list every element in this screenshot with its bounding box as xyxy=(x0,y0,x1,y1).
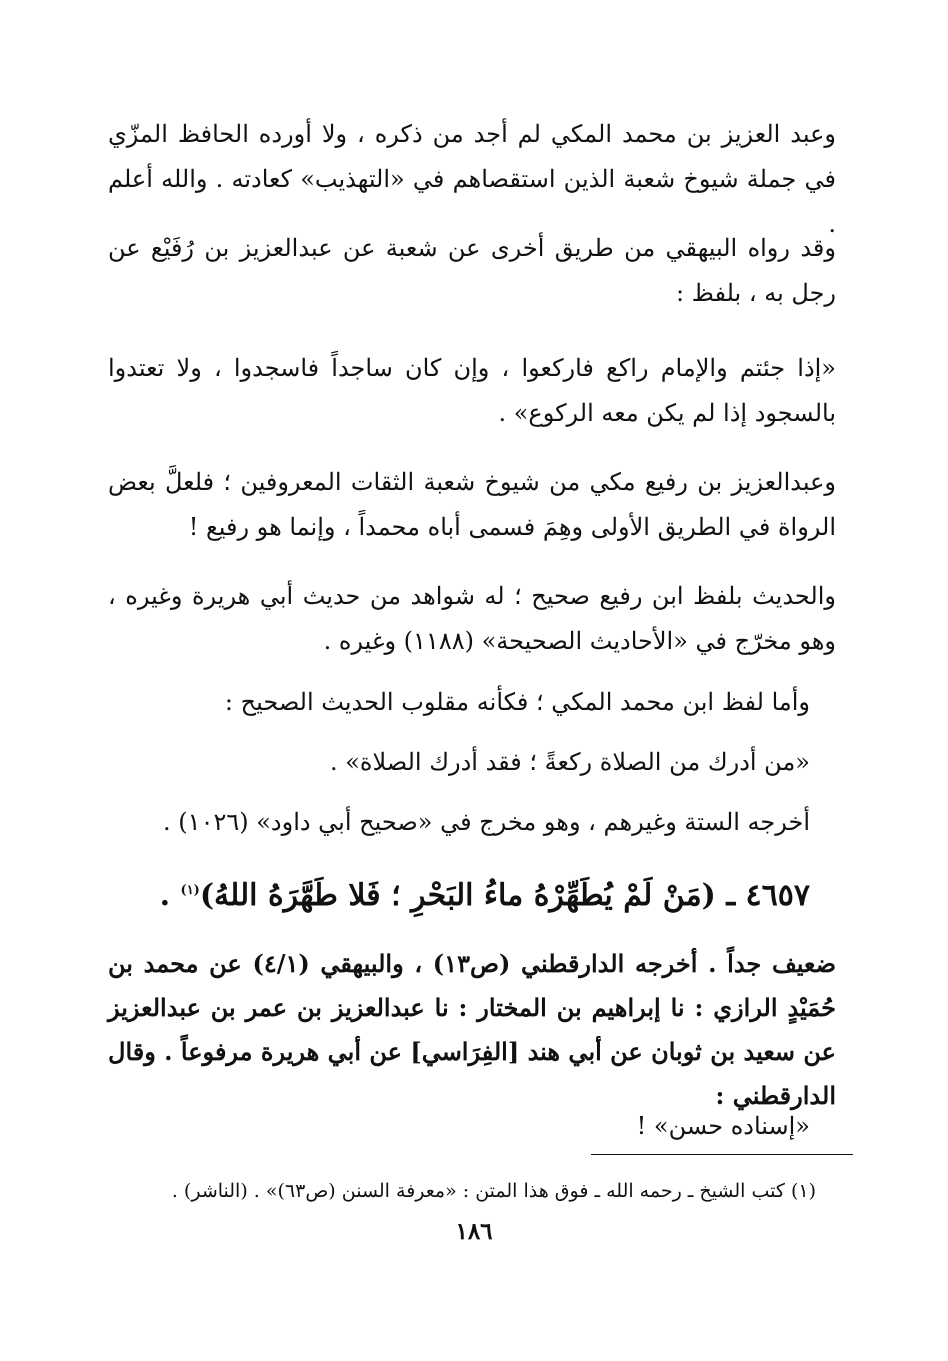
paragraph-5: والحديث بلفظ ابن رفيع صحيح ؛ له شواهد من حديث أبي هريرة وغيره ، وهو مخرّج في «الأحاديث الصحيحة» (١١٨٨) وغيره . xyxy=(108,582,836,655)
paragraph-9: ضعيف جداً . أخرجه الدارقطني (ص١٣) ، والبيهقي (٤/١) عن محمد بن حُمَيْدٍ الرازي : نا إبراهيم بن المختار : نا عبدالعزيز بن عمر بن عبدالعزيز عن سعيد بن ثوبان عن أبي هند [الفِرَاسي] عن أبي هريرة مرفوعاً . وقال الدارقطني : xyxy=(108,949,837,1110)
hadith-tail: . xyxy=(159,878,181,913)
paragraph-4: وعبدالعزيز بن رفيع مكي من شيوخ شعبة الثقات المعروفين ؛ فلعلَّ بعض الرواة في الطريق الأولى وهِمَ فسمى أباه محمداً ، وإنما هو رفيع ! xyxy=(108,468,836,541)
hadith-heading xyxy=(110,868,810,919)
hadith-number: ٤٦٥٧ ـ xyxy=(726,878,810,913)
footnote: (١) كتب الشيخ ـ رحمه الله ـ فوق هذا المتن : «معرفة السنن (ص٦٣)» . (الناشر) . xyxy=(171,1180,816,1202)
paragraph-2: وقد رواه البيهقي من طريق أخرى عن شعبة عن عبدالعزيز بن رُفَيْع عن رجل به ، بلفظ : xyxy=(108,234,836,307)
paragraph-3: «إذا جئتم والإمام راكع فاركعوا ، وإن كان ساجداً فاسجدوا ، ولا تعتدوا بالسجود إذا لم يكن معه الركوع» . xyxy=(108,354,836,427)
footnote-divider xyxy=(591,1154,853,1155)
paragraph-1: وعبد العزيز بن محمد المكي لم أجد من ذكره ، ولا أورده الحافظ المزّي في جملة شيوخ شعبة الذين استقصاهم في «التهذيب» كعادته . والله أعلم . xyxy=(108,120,836,238)
paragraph-7: «من أدرك من الصلاة ركعةً ؛ فقد أدرك الصلاة» . xyxy=(329,748,810,776)
paragraph-8: أخرجه الستة وغيرهم ، وهو مخرج في «صحيح أبي داود» (١٠٢٦) . xyxy=(163,808,810,836)
paragraph-6: وأما لفظ ابن محمد المكي ؛ فكأنه مقلوب الحديث الصحيح : xyxy=(224,688,810,716)
hadith-text: (مَنْ لَمْ يُطَهِّرْهُ ماءُ البَحْرِ ؛ فَلا طَهَّرَهُ اللهُ) xyxy=(199,878,716,913)
page-number: ١٨٦ xyxy=(455,1218,493,1245)
footnote-marker: (١) xyxy=(180,883,200,898)
paragraph-10: «إسناده حسن» ! xyxy=(636,1112,810,1140)
